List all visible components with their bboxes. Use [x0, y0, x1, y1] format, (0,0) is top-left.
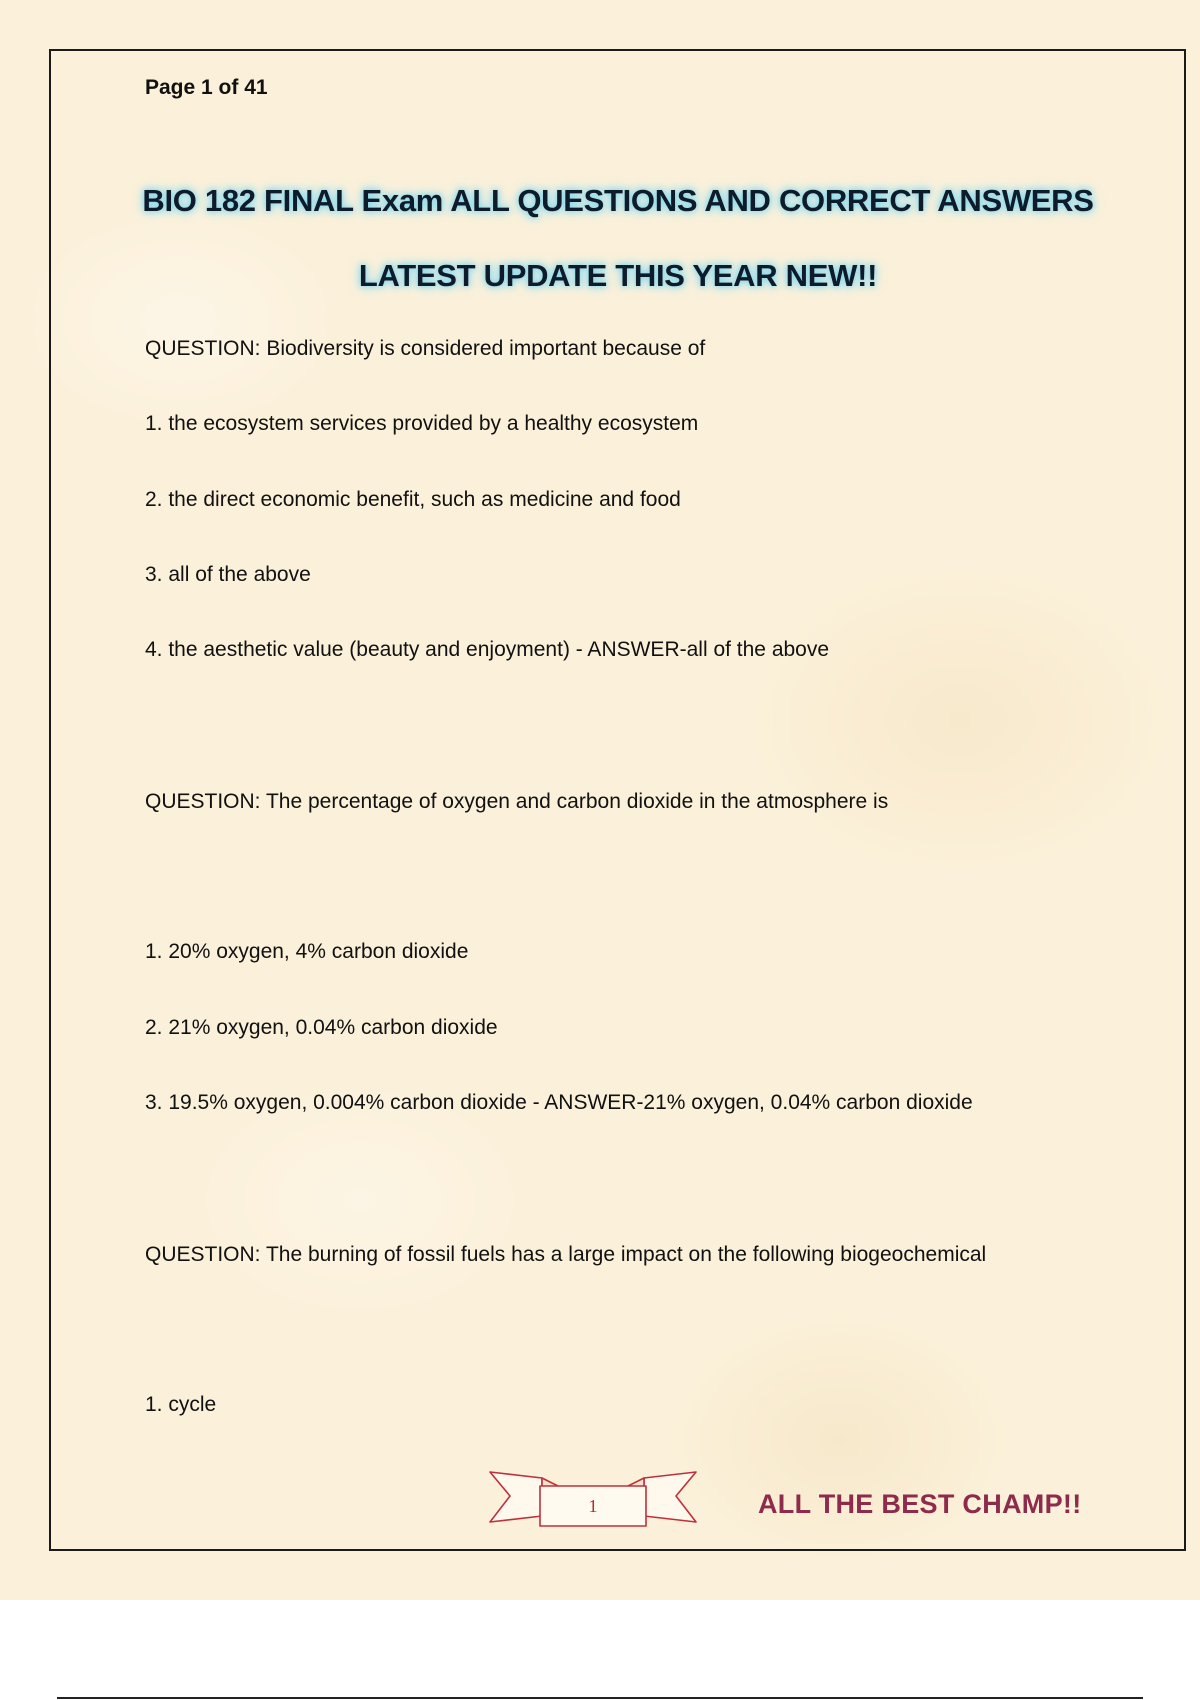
footer-page-number: 1	[588, 1496, 598, 1516]
question-2-option-1: 1. 20% oxygen, 4% carbon dioxide	[145, 940, 469, 963]
page-count-label: Page 1 of 41	[145, 76, 268, 99]
bottom-divider	[57, 1697, 1143, 1699]
question-1-option-2: 2. the direct economic benefit, such as medicine and food	[145, 488, 681, 511]
question-2-option-3-answer: 3. 19.5% oxygen, 0.004% carbon dioxide - ANSWER-21% oxygen, 0.04% carbon dioxide	[145, 1091, 973, 1114]
question-1-text: QUESTION: Biodiversity is considered important because of	[145, 337, 706, 360]
question-2-option-2: 2. 21% oxygen, 0.04% carbon dioxide	[145, 1016, 498, 1039]
question-1-option-3: 3. all of the above	[145, 563, 311, 586]
question-1-option-4-answer: 4. the aesthetic value (beauty and enjoyment) - ANSWER-all of the above	[145, 638, 830, 661]
footer-tagline: ALL THE BEST CHAMP!!	[758, 1489, 1082, 1519]
question-3-text: QUESTION: The burning of fossil fuels has a large impact on the following biogeochemical	[145, 1243, 987, 1266]
question-2-text: QUESTION: The percentage of oxygen and carbon dioxide in the atmosphere is	[145, 790, 889, 813]
title-line-1: BIO 182 FINAL Exam ALL QUESTIONS AND CORRECT ANSWERS	[142, 183, 1094, 218]
title-line-2: LATEST UPDATE THIS YEAR NEW!!	[358, 258, 878, 293]
question-3-option-1: 1. cycle	[145, 1393, 217, 1416]
question-1-option-1: 1. the ecosystem services provided by a healthy ecosystem	[145, 412, 699, 435]
document-title	[0, 183, 1200, 219]
document-subtitle	[0, 258, 1200, 294]
